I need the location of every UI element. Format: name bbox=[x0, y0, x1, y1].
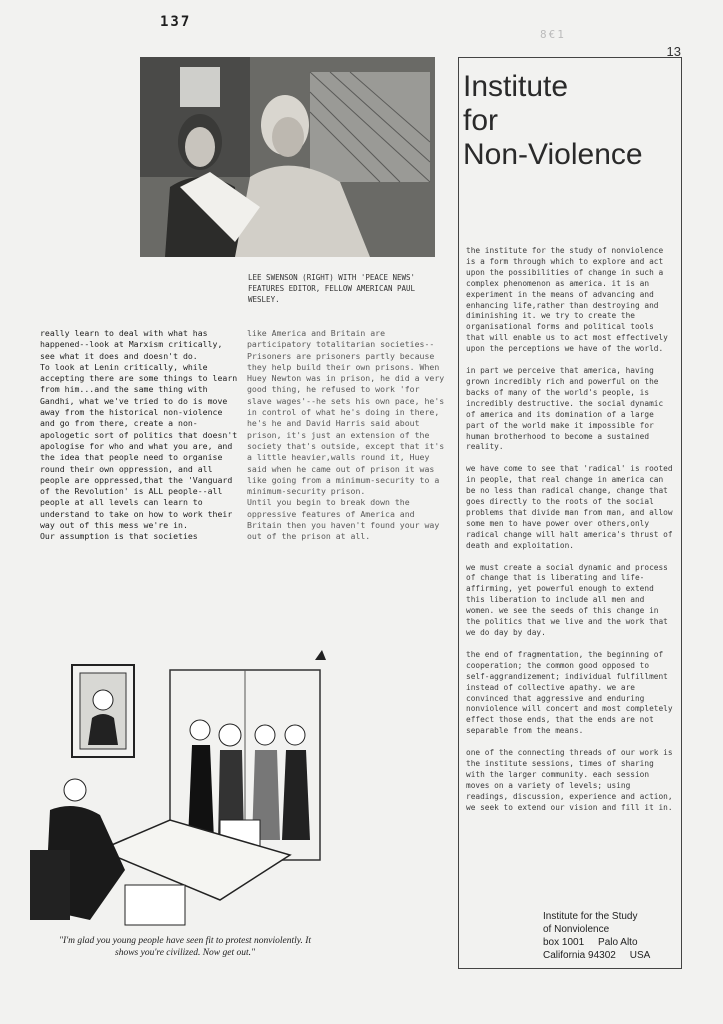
article-middle-column bbox=[247, 328, 447, 543]
article-paragraph: really learn to deal with what has happened--look at Marxism critically, see what it does and doesn't do. bbox=[40, 328, 223, 361]
page-number-left: 137 bbox=[160, 14, 192, 30]
cartoon-illustration bbox=[30, 640, 330, 930]
article-paragraph: Until you begin to break down the oppressive features of America and Britain then you haven't found your way out of the prison at all. bbox=[247, 497, 440, 542]
article-paragraph: Our assumption is that societies bbox=[40, 531, 198, 542]
article-left-column bbox=[40, 328, 238, 543]
ghost-mark: 8€1 bbox=[540, 28, 566, 41]
article-paragraph: like America and Britain are participatory totalitarian societies--Prisoners are prisoners partly because they help build their own prisons. When Huey Newton was in prison, he did a very good thing, he refused to work 'for slave wages'--he sets his own pace, he's in control of what he's doing in there, he's he and David Harris said about prison, it's just an extension of the society that's outside, except that it's a little heavier,walls round it, Huey said when he came out of prison it was like going from a minimum-security to a minimum-security prison. bbox=[247, 328, 445, 497]
sidebar-paragraph: we must create a social dynamic and process of change that is liberating and life-affirming, yet powerful enough to extend this liberation to include all men and women. we see the seeds of this change in the politics that we live and the work that we do day by day. bbox=[466, 562, 668, 637]
sidebar-paragraph: one of the connecting threads of our work is the institute sessions, times of sharing with the larger community. each session moves on a variety of levels; using readings, discussion, experience and action, we seek to extend our vision and fill it in. bbox=[466, 748, 673, 812]
address-line: of Nonviolence bbox=[543, 924, 610, 935]
address-line: Institute for the Study bbox=[543, 911, 638, 922]
sidebar-title-line: Non-Violence bbox=[463, 138, 643, 171]
sidebar-paragraph: the end of fragmentation, the beginning of cooperation; the common good opposed to self-aggrandizement; individual fulfillment instead of collective apathy. we are convinced that aggressive and enduring nonviolence will concert and most completely effect those ends, that the ends are not separable from the means. bbox=[466, 649, 673, 736]
article-paragraph: To look at Lenin critically, while accepting there are some things to learn from him...and the same thing with Gandhi, what we've tried to do is move away from the historical non-violence and go from there, create a non-apologetic sort of politics that doesn't apologise for who and what you are, and the idea that people need to organise round their own oppression, and all people are oppressed,that the 'Vanguard of the Revolution' is ALL people--all people at all levels can learn to understand to take on how to work their way out of this mess we're in. bbox=[40, 361, 238, 531]
photo-caption: LEE SWENSON (RIGHT) WITH 'PEACE NEWS' FEATURES EDITOR, FELLOW AMERICAN PAUL WESLEY. bbox=[248, 273, 416, 304]
address-line: box 1001 Palo Alto bbox=[543, 937, 638, 948]
sidebar-paragraph: we have come to see that 'radical' is rooted in people, that real change in america can be no less than radical change, change that goes directly to the roots of the social problems that divide man from man, and allow some men to have power over others,only radical change will halt america's thrust of death and exploitation. bbox=[466, 464, 673, 550]
cartoon-caption: "I'm glad you young people have seen fit to protest nonviolently. It shows you're civilized. Now get out." bbox=[58, 936, 312, 958]
address-line: California 94302 USA bbox=[543, 950, 651, 961]
article-photo bbox=[140, 57, 435, 257]
sidebar-text bbox=[466, 246, 674, 825]
sidebar-paragraph: in part we perceive that america, having grown incredibly rich and powerful on the backs of many of the world's people, is incredibly destructive. the social dynamic of america and its domination of a large part of the world make it impossible for human brotherhood to become a sustained reality. bbox=[466, 366, 664, 452]
institute-address bbox=[543, 910, 683, 962]
sidebar-title bbox=[463, 70, 678, 172]
sidebar-title-line: for bbox=[463, 104, 499, 137]
page-number-right: 13 bbox=[666, 44, 681, 59]
sidebar-title-line: Institute bbox=[463, 70, 569, 103]
sidebar-paragraph: the institute for the study of nonviolence is a form through which to explore and act upon the possibilities of change in such a complex phenomenon as america. it is an experiment in the means of advancing and enhancing life,rather than destroying and diminishing it. we try to create the organisational forms and political tools that will enable us to act most effectively upon the perceptions we have of the world. bbox=[466, 246, 668, 354]
